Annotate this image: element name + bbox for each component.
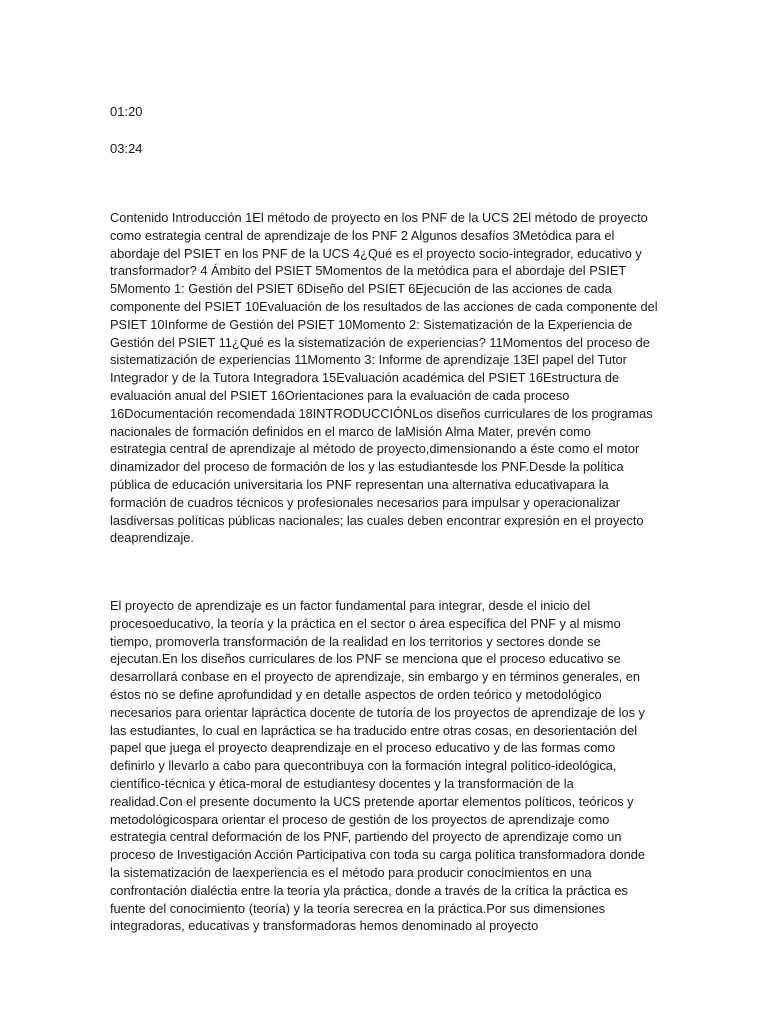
body-paragraph: Contenido Introducción 1El método de proyecto en los PNF de la UCS 2El método de proyecto como estrategia central de aprendizaje de los PNF 2 Algunos desafíos 3Metódica para el abordaje del PSIET en los PNF de la UCS 4¿Qué es el proyecto socio-integrador, educativo y transformador? 4 Ámbito del PSIET 5Momentos de la metódica para el abordaje del PSIET 5Momento 1: Gestión del PSIET 6Diseño del PSIET 6Ejecución de las acciones de cada componente del PSIET 10Evaluación de los resultados de las acciones de cada componente del PSIET 10Informe de Gestión del PSIET 10Momento 2: Sistematización de la Experiencia de Gestión del PSIET 11¿Qué es la sistematización de experiencias? 11Momentos del proceso de sistematización de experiencias 11Momento 3: Informe de aprendizaje 13El papel del Tutor Integrador y de la Tutora Integradora 15Evaluación académica del PSIET 16Estructura de evaluación anual del PSIET 16Orientaciones para la evaluación de cada proceso 16Documentación recomendada 18INTRODUCCIÓNLos diseños curriculares de los programas nacionales de formación definidos en el marco de laMisión Alma Mater, prevén como estrategia central de aprendizaje al método de proyecto,dimensionando a éste como el motor dinamizador del proceso de formación de los y las estudiantesde los PNF.Desde la política pública de educación universitaria los PNF representan una alternativa educativapara la formación de cuadros técnicos y profesionales necesarios para impulsar y operacionalizar lasdiversas políticas públicas nacionales; las cuales deben encontrar expresión en el proyecto deaprendizaje.: [110, 210, 658, 546]
timestamp: 01:20: [110, 104, 143, 119]
timestamp: 03:24: [110, 141, 143, 156]
body-paragraph: El proyecto de aprendizaje es un factor fundamental para integrar, desde el inicio del procesoeducativo, la teoría y la práctica en el sector o área específica del PNF y al mismo tiempo, promoverla transformación de la realidad en los territorios y sectores donde se ejecutan.En los diseños curriculares de los PNF se menciona que el proceso educativo se desarrollará conbase en el proyecto de aprendizaje, sin embargo y en términos generales, en éstos no se define aprofundidad y en detalle aspectos de orden teórico y metodológico necesarios para orientar lapráctica docente de tutoría de los proyectos de aprendizaje de los y las estudiantes, lo cual en lapráctica se ha traducido entre otras cosas, en desorientación del papel que juega el proyecto deaprendizaje en el proceso educativo y de las formas como definirlo y llevarlo a cabo para quecontribuya con la formación integral político-ideológica, científico-técnica y ética-moral de estudiantesy docentes y la transformación de la realidad.Con el presente documento la UCS pretende aportar elementos políticos, teóricos y metodológicospara orientar el proceso de gestión de los proyectos de aprendizaje como estrategia central deformación de los PNF, partiendo del proyecto de aprendizaje como un proceso de Investigación Acción Participativa con toda su carga política transformadora donde la sistematización de laexperiencia es el método para producir conocimientos en una confrontación dialéctia entre la teoría yla práctica, donde a través de la crítica la práctica es fuente del conocimiento (teoría) y la teoría serecrea en la práctica.Por sus dimensiones integradoras, educativas y transformadoras hemos denominado al proyecto: [110, 598, 645, 934]
